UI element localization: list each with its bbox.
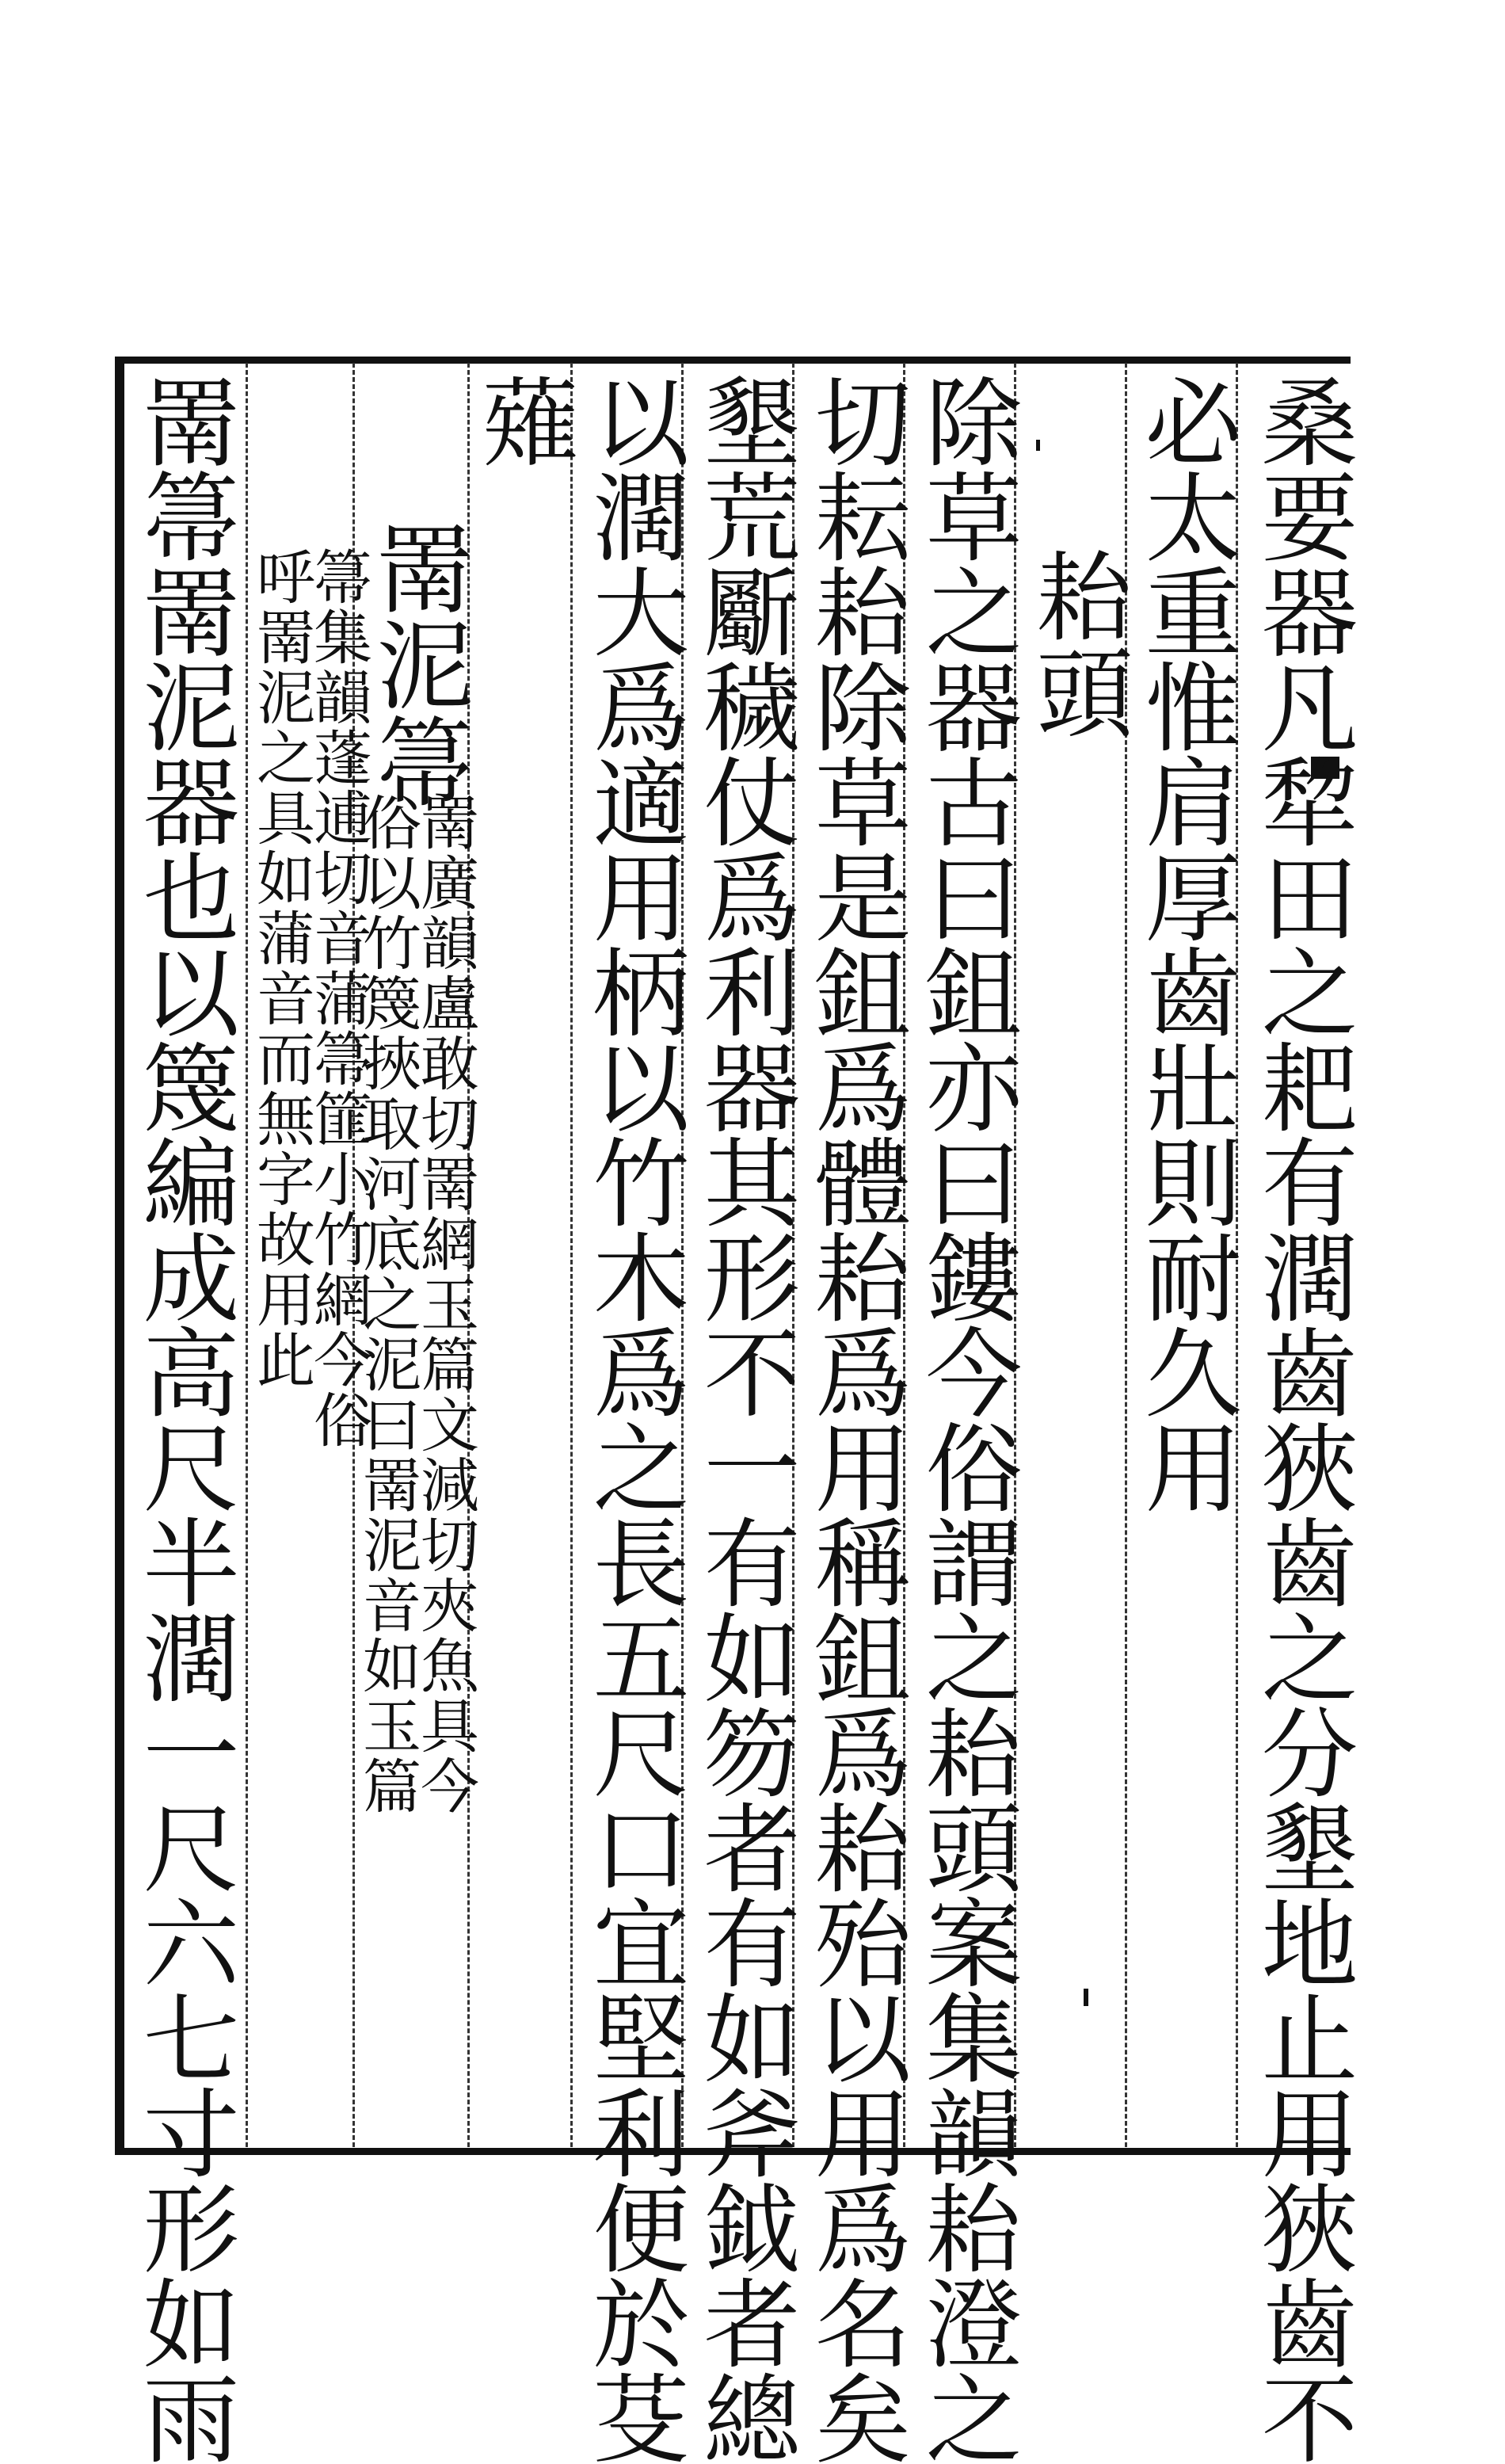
text-column-8: 罱箒罱泥器也以篾編成高尺半濶一尺六七寸形如雨 [127,372,239,2464]
section-heading: 罱泥箒 [360,519,473,809]
text-column-3: 除草之器古曰鉏亦曰鏤今俗謂之耛頭案集韻耛澄之 [909,372,1022,2464]
commentary-line-4: 呼罱泥之具如蒲音而無字故用此 [247,547,315,1390]
text-column-7: 薙 [466,372,578,467]
margin-mark [1084,1989,1088,2006]
text-column-2: 必太重惟肩厚齒壯則耐久用 [1129,372,1241,1513]
column-rule [570,363,573,2147]
text-column-1: 桑要器凡犂田之耙有濶齒狹齒之分墾地止用狹齒不 [1245,372,1358,2464]
section-heading: 耛頭 [1020,547,1133,740]
text-column-6: 以濶大爲適用柄以竹木爲之長五尺口宜堅利便於芟 [577,372,689,2464]
text-column-4: 切耘耛除草是鉏爲體耛爲用稱鉏爲耛殆以用爲名矣 [798,372,911,2464]
commentary-line-3: 箒集韻蓬逋切音蒲箒篚小竹網今俗 [304,547,372,1450]
commentary-line-1: 罱廣韻盧敢切罱網玉篇文減切夾魚具今 [411,792,479,1816]
margin-mark [1036,440,1040,451]
commentary-line-2: 俗以竹篾挾取河底之泥曰罱泥音如玉篇 [353,792,421,1816]
text-column-5: 墾荒斸穢仗爲利器其形不一有如笏者有如斧鉞者總 [688,372,800,2464]
